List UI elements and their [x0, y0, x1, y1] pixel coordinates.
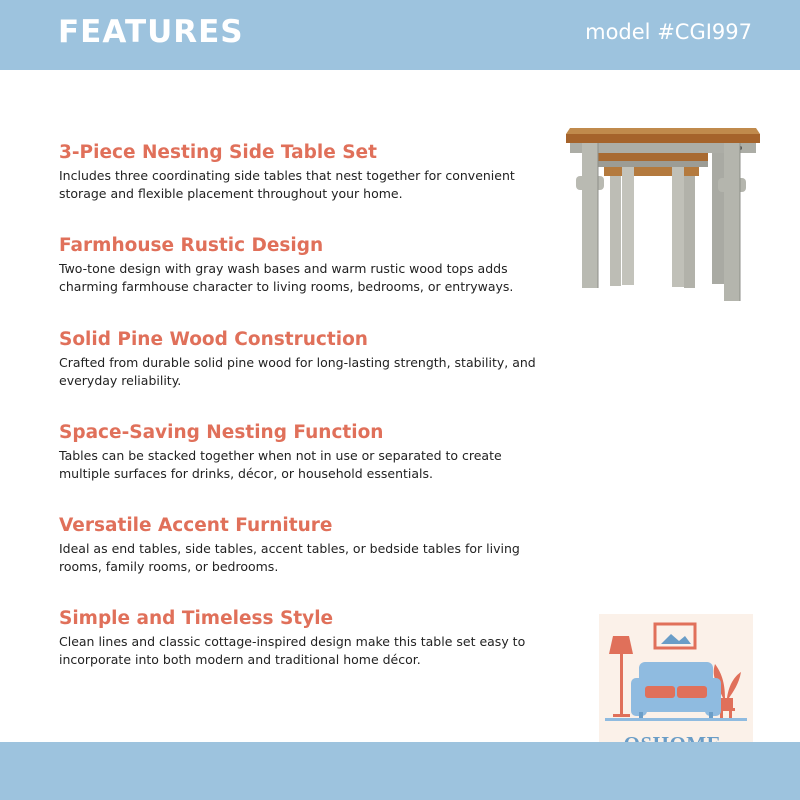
nesting-tables-image — [562, 118, 768, 304]
feature-description: Crafted from durable solid pine wood for long-lasting strength, stability, and everyday reliability. — [59, 355, 536, 388]
feature-title: Farmhouse Rustic Design — [59, 235, 324, 256]
feature-description: Tables can be stacked together when not in use or separated to create multiple surfaces for drinks, décor, or household essentials. — [59, 448, 502, 481]
feature-description: Ideal as end tables, side tables, accent tables, or bedside tables for living rooms, family rooms, or bedrooms. — [59, 541, 520, 574]
header-band — [0, 0, 800, 70]
feature-description: Clean lines and classic cottage-inspired design make this table set easy to incorporate into both modern and traditional home décor. — [59, 634, 526, 667]
feature-title: 3-Piece Nesting Side Table Set — [59, 142, 377, 163]
feature-title: Space-Saving Nesting Function — [59, 422, 384, 443]
feature-title: Solid Pine Wood Construction — [59, 329, 368, 350]
feature-item — [59, 234, 549, 296]
feature-item — [59, 607, 549, 669]
model-number: model #CGI997 — [585, 20, 752, 44]
feature-item — [59, 328, 549, 390]
page-title: FEATURES — [58, 14, 244, 50]
feature-item — [59, 141, 549, 203]
feature-description: Two-tone design with gray wash bases and warm rustic wood tops adds charming farmhouse character to living rooms, bedrooms, or entryways. — [59, 261, 514, 294]
feature-title: Versatile Accent Furniture — [59, 515, 333, 536]
footer-band — [0, 742, 800, 800]
feature-title: Simple and Timeless Style — [59, 608, 334, 629]
feature-item — [59, 514, 549, 576]
feature-item — [59, 421, 549, 483]
feature-description: Includes three coordinating side tables that nest together for convenient storage and flexible placement throughout your home. — [59, 168, 515, 201]
